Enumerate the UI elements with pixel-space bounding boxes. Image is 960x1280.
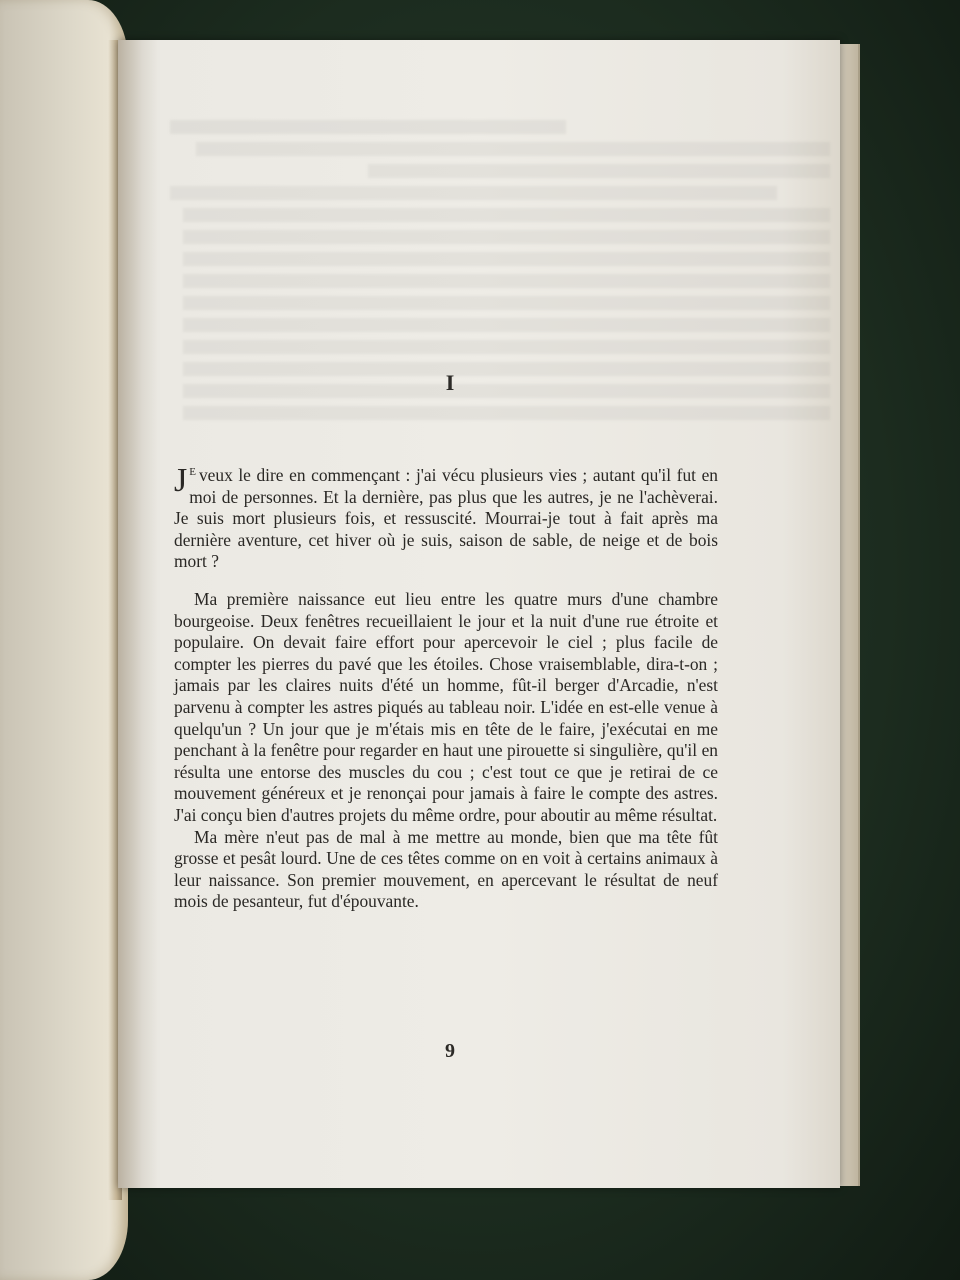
paragraph: Ma première naissance eut lieu entre les quatre murs d'une chambre bourgeoise. Deux fenêtres recueillaient le jour et la nuit d'une rue étroite et populaire. On devait faire effort pour apercevoir le ciel ; plus facile de compter les pierres du pavé que les étoiles. Chose vraisemblable, dira-t-on ; jamais par les claires nuits d'été un homme, fût-il berger d'Arcadie, n'est parvenu à compter les astres piqués au tableau noir. L'idée en est-elle venue à quelqu'un ? Un jour que je m'étais mis en tête de le faire, j'exécutai en me penchant à la fenêtre pour regarder en haut une pirouette si singulière, qu'il en résulta une entorse des muscles du cou ; c'est tout ce que je retirai de ce mouvement généreux et je renonçai pour jamais à faire le compte des astres. J'ai conçu bien d'autres projets du même ordre, pour aboutir au même résultat. [174,588,718,825]
show-through-texture [170,120,830,450]
opening-paragraph [174,462,718,573]
paragraph: Ma mère n'eut pas de mal à me mettre au monde, bien que ma tête fût grosse et pesât lourd. Une de ces têtes comme on en voit à certains animaux à leur naissance. Son premier mouvement, en apercevant le résultat de neuf mois de pesanteur, fut d'épouvante. [174,826,718,912]
gutter-shadow [118,40,158,1188]
body-text [174,462,718,913]
drop-cap: J [174,462,188,499]
small-cap: E [189,466,196,478]
opening-text: veux le dire en commençant : j'ai vécu plusieurs vies ; autant qu'il fut en moi de personnes. Et la dernière, pas plus que les autres, je ne l'achèverai. Je suis mort plusieurs fois, et ressuscité. Mourrai-je tout à fait après ma dernière aventure, cet hiver où je suis, saison de sable, de neige et de bois mort ? [174,465,718,572]
chapter-number: I [445,370,455,395]
page-number: 9 [445,1040,455,1062]
